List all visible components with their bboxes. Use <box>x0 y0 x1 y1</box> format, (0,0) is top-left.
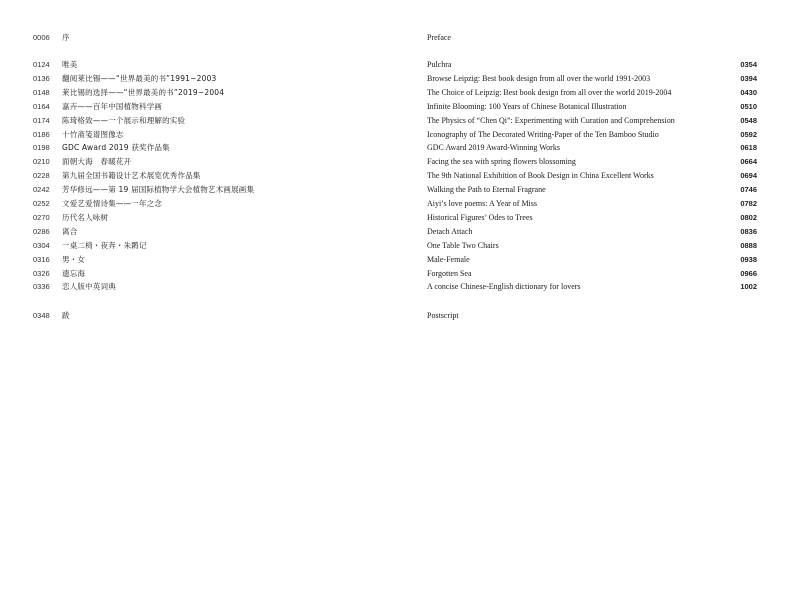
entry-right-page-number: 0938 <box>740 254 757 264</box>
preface-title-en: Preface <box>427 33 451 42</box>
list-item <box>0 183 790 197</box>
entry-title-zh: 十竹斋笺谱图像志 <box>62 129 124 139</box>
entry-page-number: 0210 <box>33 157 50 167</box>
entry-title-zh: 文爱艺爱情诗集——一年之念 <box>62 199 163 208</box>
entry-page-number: 0228 <box>33 171 50 181</box>
entry-page-number: 0336 <box>33 282 50 292</box>
list-item <box>0 100 790 114</box>
entry-title-zh: 一桌二椅・夜奔・朱鹮记 <box>62 240 147 250</box>
entry-title-en: Pulchra <box>427 60 452 69</box>
entry-title-en: Forgotten Sea <box>427 268 472 278</box>
list-item <box>0 225 790 239</box>
entry-title-en: Aiyi’s love poems: A Year of Miss <box>427 199 538 208</box>
entry-title-zh: GDC Award 2019 获奖作品集 <box>62 143 170 153</box>
entry-title-en: Infinite Blooming: 100 Years of Chinese Botanical Illustration <box>427 101 627 111</box>
entry-title-en: The 9th National Exhibition of Book Design in China Excellent Works <box>427 171 654 181</box>
entry-page-number: 0124 <box>33 60 50 69</box>
entry-right-page-number: 0694 <box>740 171 757 181</box>
list-item <box>0 155 790 169</box>
entry-title-en: Male-Female <box>427 254 470 264</box>
entry-page-number: 0174 <box>33 115 50 125</box>
entry-right-page-number: 0888 <box>740 240 757 250</box>
entry-page-number: 0242 <box>33 185 50 195</box>
entry-page-number: 0252 <box>33 199 50 208</box>
preface-title-zh: 序 <box>62 33 70 42</box>
entry-right-page-number: 0802 <box>740 212 757 222</box>
entry-right-page-number: 0618 <box>740 143 757 153</box>
list-item <box>0 141 790 155</box>
entry-title-zh: 嘉卉——百年中国植物科学画 <box>62 101 163 111</box>
entry-page-number: 0286 <box>33 226 50 236</box>
entry-title-zh: 历代名人咏树 <box>62 212 109 222</box>
entry-title-en: GDC Award 2019 Award-Winning Works <box>427 143 560 153</box>
entry-page-number: 0304 <box>33 240 50 250</box>
entry-page-number: 0136 <box>33 73 50 83</box>
entry-right-page-number: 0966 <box>740 268 757 278</box>
postscript-page-number: 0348 <box>33 311 50 320</box>
entry-title-zh: 离合 <box>62 226 78 236</box>
list-item <box>0 58 790 72</box>
entry-right-page-number: 0664 <box>740 157 757 167</box>
entry-title-en: The Choice of Leipzig: Best book design from all over the world 2019-2004 <box>427 87 672 97</box>
entry-right-page-number: 0592 <box>740 129 757 139</box>
list-item <box>0 253 790 267</box>
entry-page-number: 0198 <box>33 143 50 153</box>
entry-right-page-number: 1002 <box>740 282 757 292</box>
entry-title-en: Facing the sea with spring flowers blossoming <box>427 157 576 167</box>
list-item <box>0 267 790 281</box>
entry-title-en: Walking the Path to Eternal Fragrane <box>427 185 546 195</box>
list-item <box>0 128 790 142</box>
entry-title-en: Historical Figures’ Odes to Trees <box>427 212 533 222</box>
entry-page-number: 0270 <box>33 212 50 222</box>
postscript-title-zh: 跋 <box>62 311 70 320</box>
entry-right-page-number: 0746 <box>740 185 757 195</box>
preface-page-number: 0006 <box>33 33 50 42</box>
entry-right-page-number: 0782 <box>740 199 757 208</box>
list-item <box>0 197 790 211</box>
entry-title-zh: 遗忘海 <box>62 268 86 278</box>
postscript-title-en: Postscript <box>427 311 459 320</box>
list-item <box>0 86 790 100</box>
list-item <box>0 280 790 294</box>
entry-title-zh: 陈琦格致——一个展示和理解的实验 <box>62 115 186 125</box>
entry-title-zh: 莱比锡的选择——“世界最美的书”2019~2004 <box>62 87 225 97</box>
entry-right-page-number: 0548 <box>740 115 757 125</box>
entry-title-en: Browse Leipzig: Best book design from all over the world 1991-2003 <box>427 73 651 83</box>
entry-page-number: 0186 <box>33 129 50 139</box>
list-item <box>0 114 790 128</box>
entry-title-en: A concise Chinese-English dictionary for lovers <box>427 282 581 292</box>
entry-page-number: 0164 <box>33 101 50 111</box>
list-item <box>0 72 790 86</box>
list-item <box>0 169 790 183</box>
entry-right-page-number: 0430 <box>740 87 757 97</box>
entry-page-number: 0326 <box>33 268 50 278</box>
entry-title-zh: 翻阅莱比锡——“世界最美的书”1991~2003 <box>62 73 217 83</box>
entry-right-page-number: 0354 <box>740 60 757 69</box>
entry-title-zh: 唯美 <box>62 60 78 69</box>
entry-title-zh: 第九届全国书籍设计艺术展览优秀作品集 <box>62 171 201 181</box>
list-item <box>0 211 790 225</box>
entry-title-zh: 面朝大海 春暖花开 <box>62 157 132 167</box>
entry-title-zh: 芳华修远——第 19 届国际植物学大会植物艺术画展画集 <box>62 185 255 195</box>
entry-title-en: Detach Attach <box>427 226 473 236</box>
preface-row <box>0 31 790 45</box>
list-item <box>0 239 790 253</box>
entry-title-zh: 男・女 <box>62 254 86 264</box>
entry-page-number: 0316 <box>33 254 50 264</box>
entry-right-page-number: 0510 <box>740 101 757 111</box>
entry-title-en: The Physics of “Chen Qi”: Experimenting with Curation and Comprehension <box>427 115 675 125</box>
entry-right-page-number: 0836 <box>740 226 757 236</box>
entry-title-en: Iconography of The Decorated Writing-Paper of the Ten Bamboo Studio <box>427 129 659 139</box>
postscript-row <box>0 309 790 323</box>
entry-title-en: One Table Two Chairs <box>427 240 499 250</box>
entry-page-number: 0148 <box>33 87 50 97</box>
entry-title-zh: 恋人版中英词典 <box>62 282 116 292</box>
entry-right-page-number: 0394 <box>740 73 757 83</box>
